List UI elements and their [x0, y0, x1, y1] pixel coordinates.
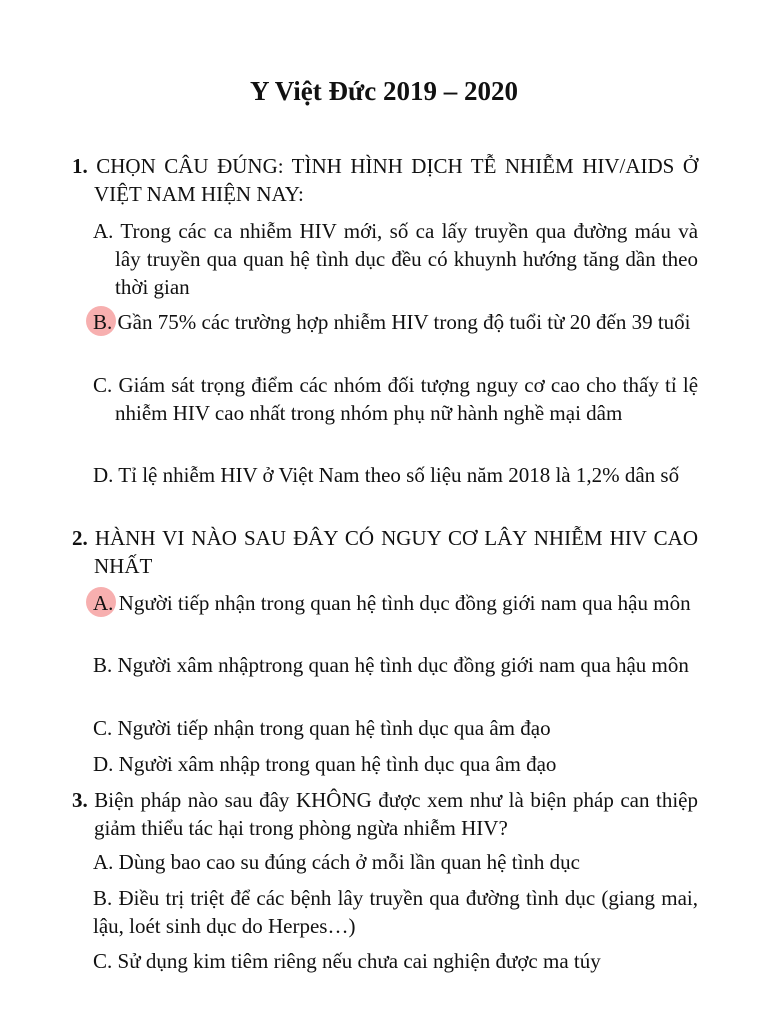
option-letter: A. [93, 850, 114, 874]
option-text: Người xâm nhập trong quan hệ tình dục qua âm đạo [118, 752, 557, 776]
option-2d [93, 750, 698, 778]
question-text: Biện pháp nào sau đây KHÔNG được xem như là biện pháp can thiệp giảm thiểu tác hại trong phòng ngừa nhiễm HIV? [94, 788, 698, 840]
option-letter-text: A. [93, 591, 114, 615]
question-number: 2. [72, 526, 88, 550]
option-2a [93, 589, 698, 617]
page-title: Y Việt Đức 2019 – 2020 [250, 76, 518, 106]
question-number: 3. [72, 788, 88, 812]
option-text: Gần 75% các trường hợp nhiễm HIV trong độ tuổi từ 20 đến 39 tuổi [117, 310, 691, 334]
option-letter [93, 589, 113, 617]
option-letter: B. [93, 886, 113, 910]
question-1 [72, 152, 698, 208]
option-letter: B. [93, 653, 113, 677]
option-text: Dùng bao cao su đúng cách ở mỗi lần quan hệ tình dục [118, 850, 580, 874]
option-3a [93, 848, 698, 876]
option-3b [93, 884, 698, 940]
option-letter: C. [93, 949, 113, 973]
option-1a [93, 217, 698, 301]
option-letter [93, 308, 112, 336]
option-2c [93, 714, 698, 742]
option-text: Tỉ lệ nhiễm HIV ở Việt Nam theo số liệu năm 2018 là 1,2% dân số [118, 463, 680, 487]
question-2 [72, 524, 698, 580]
option-letter: C. [93, 716, 113, 740]
option-text: Người tiếp nhận trong quan hệ tình dục đồng giới nam qua hậu môn [118, 591, 691, 615]
option-text: Người xâm nhậptrong quan hệ tình dục đồng giới nam qua hậu môn [117, 653, 689, 677]
option-letter: A. [93, 219, 114, 243]
option-text: Người tiếp nhận trong quan hệ tình dục qua âm đạo [117, 716, 551, 740]
option-1d [93, 461, 698, 489]
option-letter-text: B. [93, 310, 113, 334]
option-text: Giám sát trọng điểm các nhóm đối tượng nguy cơ cao cho thấy tỉ lệ nhiễm HIV cao nhất trong nhóm phụ nữ hành nghề mại dâm [115, 373, 699, 425]
option-3c [93, 947, 698, 975]
question-text: CHỌN CÂU ĐÚNG: TÌNH HÌNH DỊCH TỄ NHIỄM HIV/AIDS Ở VIỆT NAM HIỆN NAY: [94, 154, 699, 206]
option-letter: C. [93, 373, 113, 397]
option-letter: D. [93, 463, 114, 487]
question-number: 1. [72, 154, 88, 178]
option-text: Sử dụng kim tiêm riêng nếu chưa cai nghiện được ma túy [117, 949, 601, 973]
option-1b [93, 308, 698, 336]
option-1c [93, 371, 698, 427]
question-3 [72, 786, 698, 842]
option-text: Điều trị triệt để các bệnh lây truyền qua đường tình dục (giang mai, lậu, loét sinh dục do Herpes…) [93, 886, 698, 938]
option-letter: D. [93, 752, 114, 776]
option-text: Trong các ca nhiễm HIV mới, số ca lấy truyền qua đường máu và lây truyền qua quan hệ tình dục đều có khuynh hướng tăng dần theo thời gian [115, 219, 699, 299]
question-text: HÀNH VI NÀO SAU ĐÂY CÓ NGUY CƠ LÂY NHIỄM HIV CAO NHẤT [94, 526, 698, 578]
option-2b [93, 651, 698, 679]
